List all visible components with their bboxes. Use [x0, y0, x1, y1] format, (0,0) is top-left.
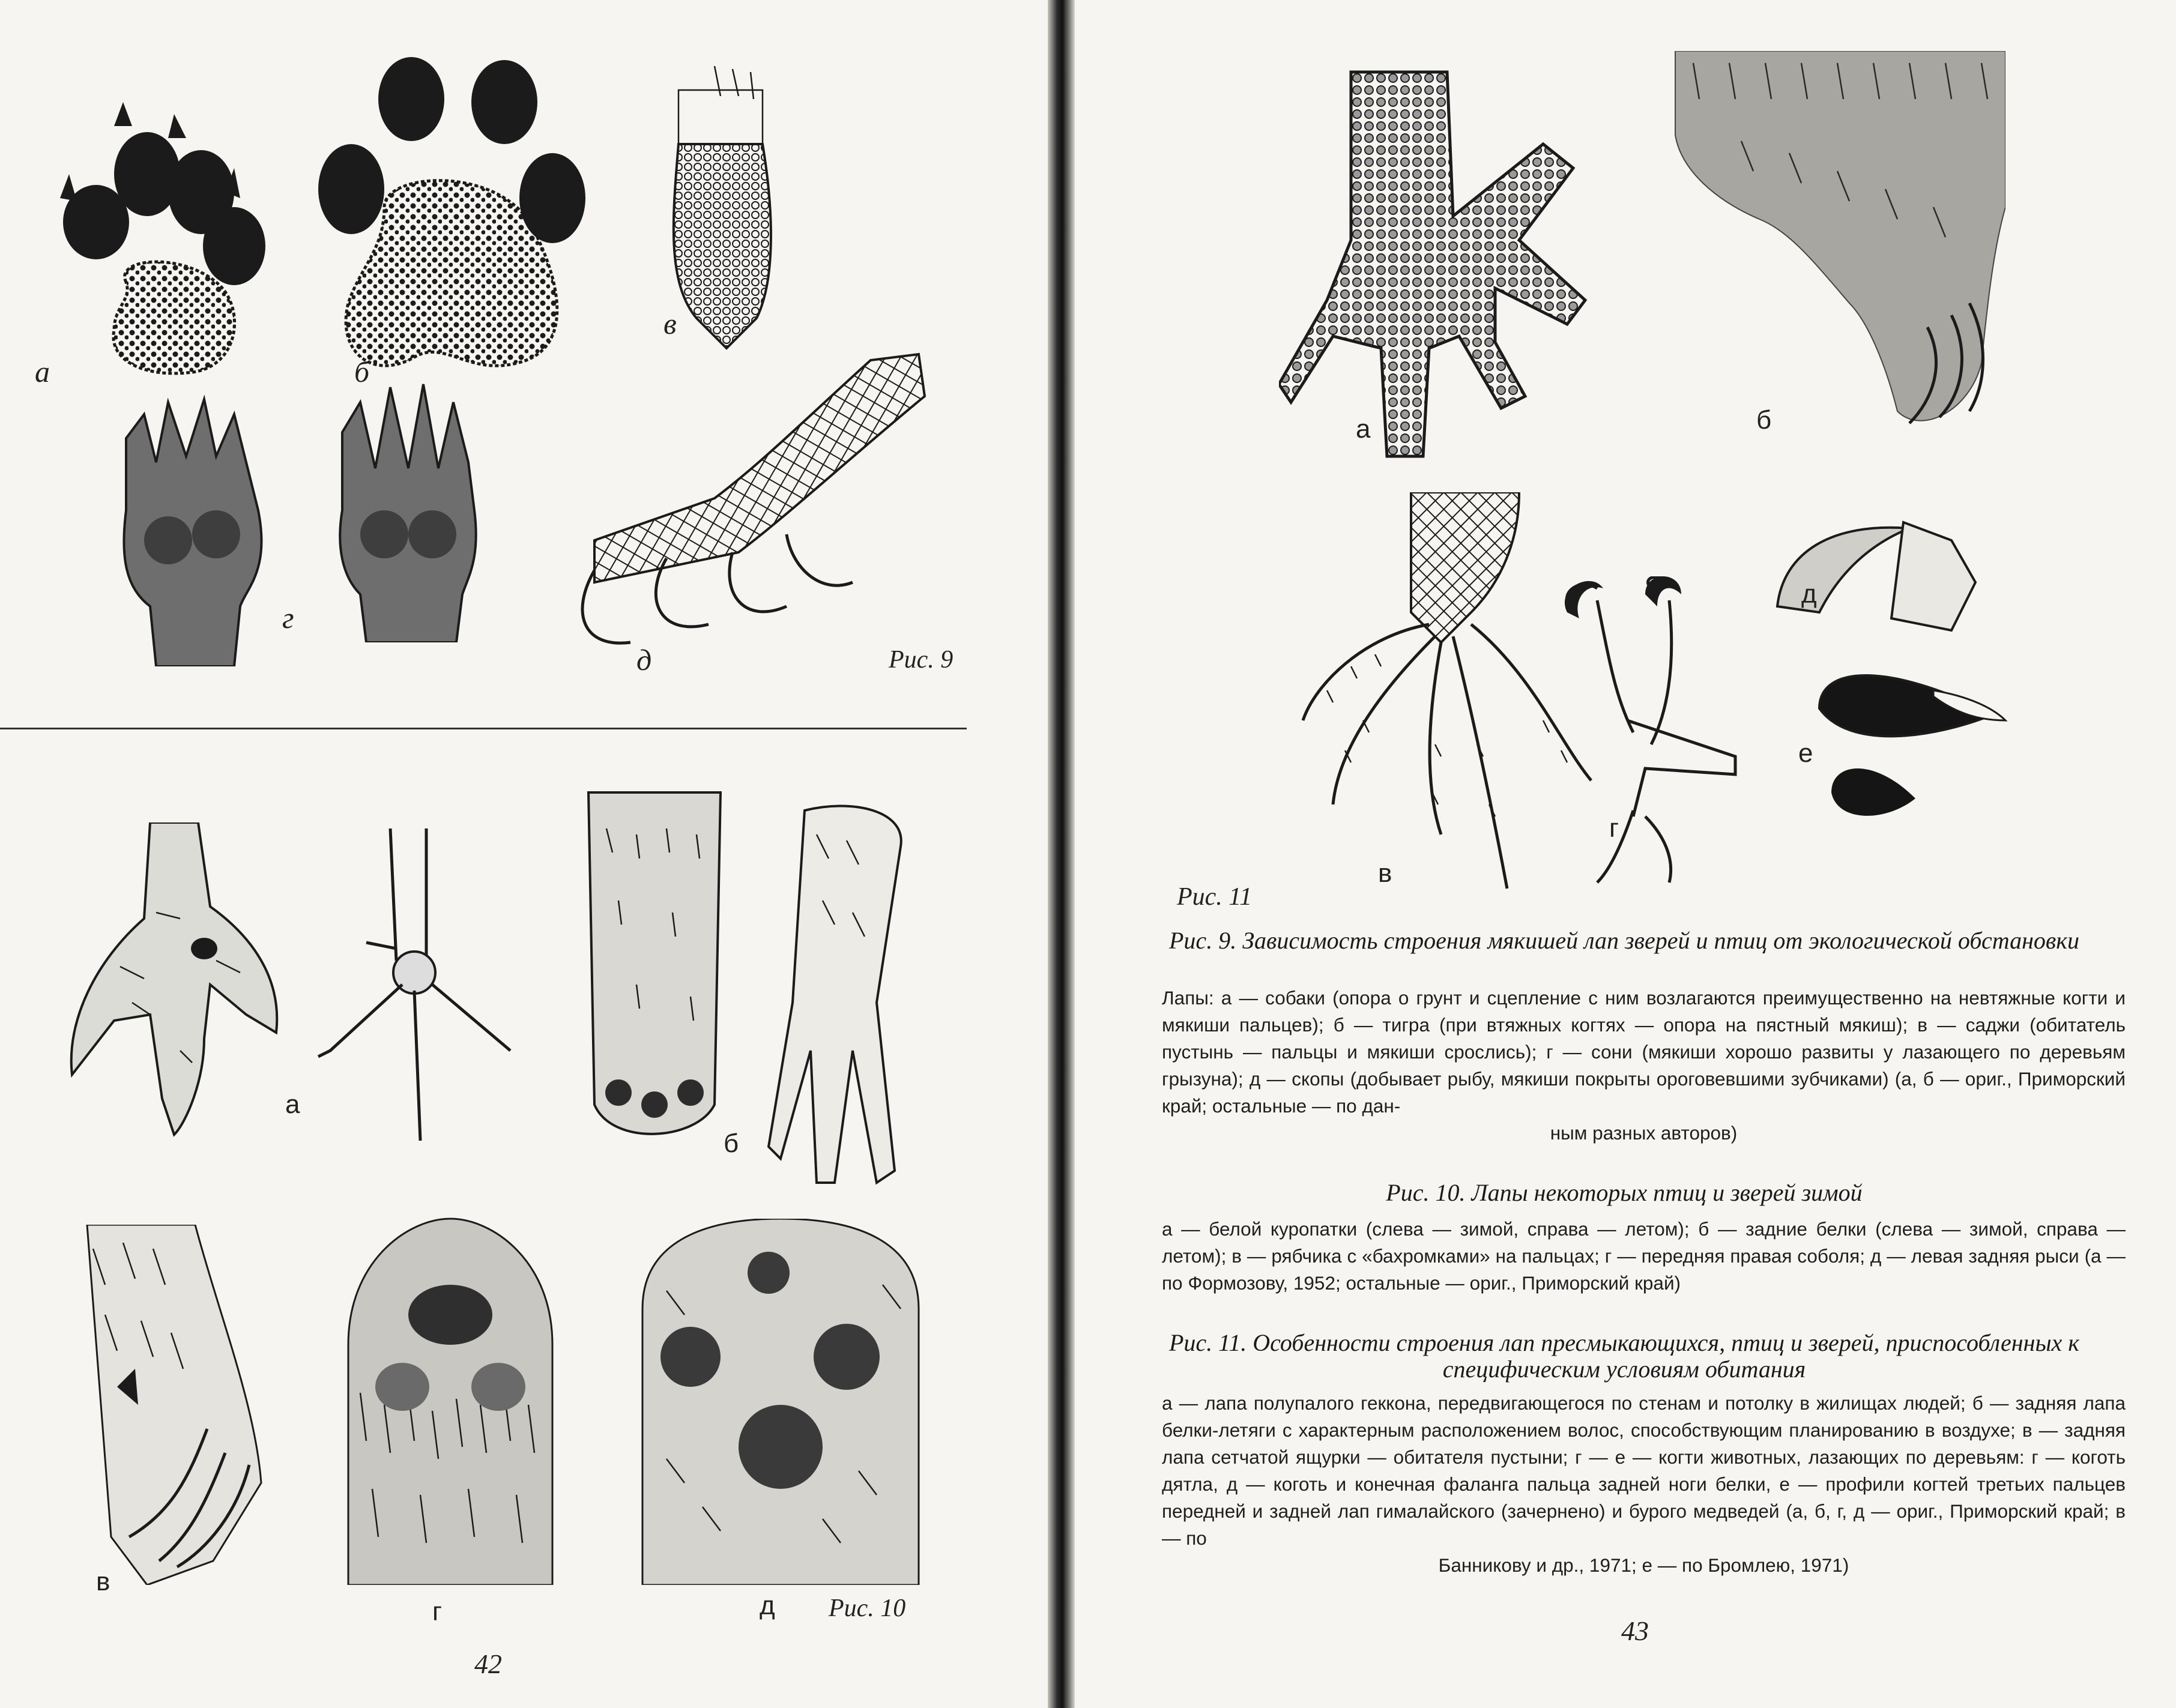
fig9-caption-body-last: ным разных авторов) — [1550, 1122, 1738, 1144]
fig9-label-a: а — [35, 355, 50, 388]
fig9-dormouse-paw-left — [102, 390, 282, 666]
fig9-label-v: в — [663, 307, 677, 340]
fig9-tiger-pawprint — [312, 51, 588, 387]
fig10-squirrel-winter-foot — [576, 780, 733, 1159]
fig11-label-b: б — [1756, 405, 1772, 435]
fig11-label-e: е — [1798, 738, 1813, 768]
fig11-caption-title: Рис. 11. Особенности строения лап пресмыкающихся, птиц и зверей, приспособленных к специфическим условиям обитания — [1168, 1329, 2079, 1383]
fig11-label-g: г — [1609, 813, 1619, 843]
fig11-woodpecker-claw — [1555, 576, 1747, 889]
fig9-label-d: д — [636, 643, 652, 677]
fig10-squirrel-summer-foot — [757, 798, 925, 1195]
fig9-caption-title: Рис. 9. Зависимость строения мякишей лап зверей и птиц от экологической обстановки — [1169, 927, 2079, 954]
fig10-caption: Рис. 10 — [829, 1595, 906, 1622]
fig11-label-d: д — [1801, 579, 1817, 609]
figure-divider — [0, 728, 967, 729]
fig9-label-b: б — [354, 355, 370, 388]
fig10-label-d: д — [760, 1591, 775, 1620]
page-number-left: 42 — [474, 1649, 502, 1679]
fig10-ptarmigan-winter-foot — [60, 822, 288, 1147]
page-number-right: 43 — [1621, 1616, 1649, 1646]
fig11-caption-text — [1162, 1390, 2126, 1579]
fig10-hazel-grouse-foot — [57, 1225, 285, 1585]
fig10-label-a: а — [285, 1090, 300, 1119]
fig9-osprey-foot — [558, 342, 931, 654]
fig11-label-a: а — [1356, 414, 1371, 444]
fig10-lynx-hind-paw — [630, 1219, 931, 1585]
fig10-label-b: б — [724, 1129, 739, 1158]
fig11-caption-body-last: Банникову и др., 1971; е — по Бромлею, 1971) — [1438, 1554, 1849, 1576]
fig10-caption-text: а — белой куропатки (слева — зимой, справа — летом); б — задние белки (слева — зимой, справа — летом); в — рябчика с «бахромками» на пальцах; г — передняя правая соболя; д — левая задняя рыси (а — по Формозову, 1952; остальные — ориг., Приморский край) — [1162, 1218, 2126, 1294]
fig11-squirrel-claw — [1771, 516, 1987, 636]
fig10-label-g: г — [432, 1597, 443, 1626]
fig10-label-v: в — [96, 1567, 110, 1596]
fig9-dog-pawprint — [42, 102, 270, 390]
fig11-flying-squirrel-foot — [1669, 51, 2005, 435]
fig10-ptarmigan-summer-foot — [306, 828, 522, 1153]
fig9-caption: Рис. 9 — [889, 646, 954, 674]
fig11-label-v: в — [1378, 859, 1392, 888]
fig11-gecko-foot — [1279, 60, 1615, 468]
left-page — [0, 0, 1048, 1708]
fig9-label-g: г — [282, 601, 294, 635]
fig9-caption-body: Лапы: а — собаки (опора о грунт и сцепление с ним возлагаются преимущественно на невтяжные когти и мякиши пальцев); б — тигра (при втяжных когтях — опора на пястный мякиш); в — саджи (обитатель пустынь — пальцы и мякиши срослись); г — сони (мякиши хорошо развиты у лазающего по деревьям грызуна); д — скопы (добывает рыбу, мякиши покрыты ороговевшими зубчиками) (а, б — ориг., Приморский край; остальные — по дан- — [1162, 987, 2126, 1117]
fig11-bear-claw-profiles — [1813, 660, 2011, 840]
book-gutter — [1048, 0, 1075, 1708]
fig11-caption: Рис. 11 — [1177, 883, 1253, 911]
fig10-caption-title: Рис. 10. Лапы некоторых птиц и зверей зимой — [1386, 1179, 1863, 1206]
fig9-caption-text — [1162, 985, 2126, 1147]
fig9-dormouse-paw-right — [318, 378, 498, 642]
fig11-caption-body: а — лапа полупалого геккона, передвигающегося по стенам и потолку в жилищах людей; б — задняя лапа белки-летяги с характерным расположением волос, способствующим планированию в воздухе; в — задняя лапа сетчатой ящурки — обитателя пустыни; г — е — когти животных, лазающих по деревьям: г — коготь дятла, д — коготь и конечная фаланга пальца задней ноги белки, е — профили когтей третьих пальцев передней и задней лап гималайского (зачернено) и бурого медведей (а, б, г, д — ориг., Приморский край; в — по — [1162, 1392, 2126, 1549]
fig10-sable-front-paw — [336, 1213, 564, 1585]
